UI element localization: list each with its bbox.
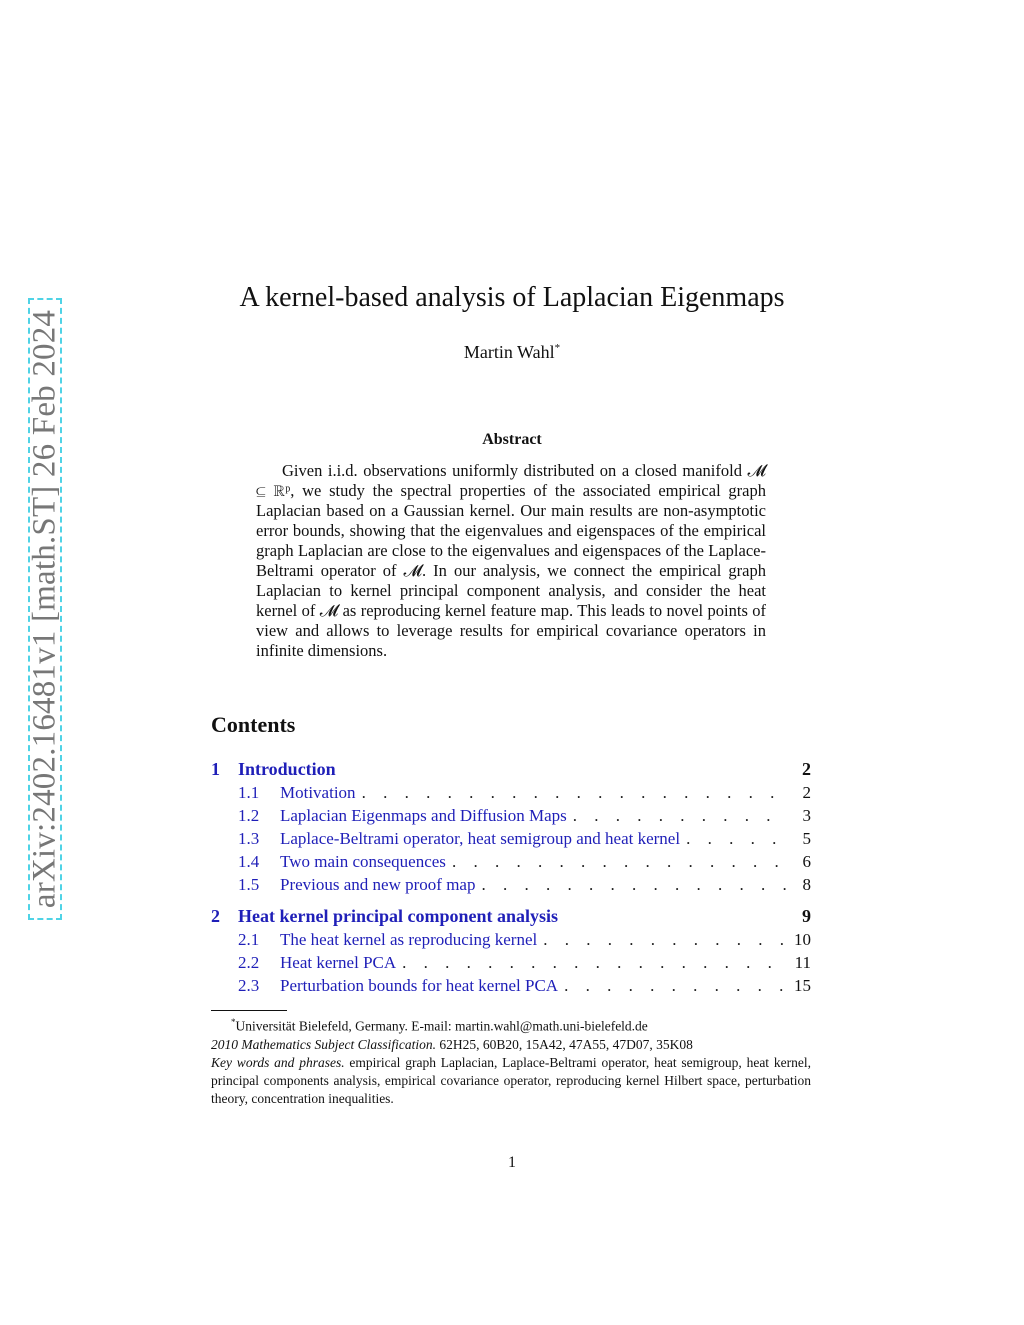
toc-subsection-title: Motivation	[280, 783, 356, 802]
toc-subsection-number: 1.3	[238, 829, 260, 848]
author-line	[0, 342, 1024, 363]
toc-page-number: 5	[802, 829, 811, 848]
toc-subsection-2-3[interactable]	[211, 974, 811, 997]
keywords-label: Key words and phrases.	[211, 1054, 345, 1070]
toc-subsection-number: 1.5	[238, 875, 260, 894]
toc-page-number: 2	[802, 783, 811, 802]
toc-dot-leader	[481, 873, 787, 896]
toc-subsection-2-1[interactable]	[211, 928, 811, 951]
toc-page-number: 9	[802, 906, 811, 926]
toc-section-number: 1	[211, 759, 220, 779]
toc-subsection-number: 1.2	[238, 806, 260, 825]
toc-section-title: Heat kernel principal component analysis	[238, 906, 559, 926]
toc-subsection-number: 2.2	[238, 953, 260, 972]
toc-subsection-1-2[interactable]	[211, 804, 811, 827]
affiliation-text[interactable]: Universität Bielefeld, Germany. E-mail: martin.wahl@math.uni-bielefeld.de	[235, 1018, 648, 1034]
toc-subsection-title: Laplacian Eigenmaps and Diffusion Maps	[280, 806, 567, 825]
toc-dot-leader	[573, 804, 787, 827]
toc-subsection-number: 2.3	[238, 976, 260, 995]
paper-title: A kernel-based analysis of Laplacian Eigenmaps	[239, 282, 785, 313]
footnotes	[211, 1013, 811, 1108]
toc-subsection-number: 2.1	[238, 930, 260, 949]
toc-subsection-title: Heat kernel PCA	[280, 953, 397, 972]
contents-heading: Contents	[211, 712, 296, 737]
msc-codes: 62H25, 60B20, 15A42, 47A55, 47D07, 35K08	[439, 1036, 693, 1052]
toc-section-1[interactable]	[211, 758, 811, 781]
author-name: Martin Wahl	[463, 342, 555, 362]
toc-dot-leader	[362, 781, 787, 804]
toc-dot-leader	[402, 951, 787, 974]
toc-subsection-number: 1.1	[238, 783, 260, 802]
toc-section-number: 2	[211, 906, 220, 926]
affiliation-footnote	[211, 1013, 811, 1036]
toc-subsection-title: The heat kernel as reproducing kernel	[280, 930, 538, 949]
toc-dot-leader	[686, 827, 787, 850]
keywords-footnote	[211, 1054, 811, 1108]
keywords-text: empirical graph Laplacian, Laplace-Beltrami operator, heat semigroup, heat kernel, principal components analysis, empirical covariance operator, reproducing kernel Hilbert space, perturbation theory, concentration inequalities.	[211, 1054, 811, 1106]
abstract-text: Given i.i.d. observations uniformly distributed on a closed manifold 𝓜 ⊆ ℝᵖ, we study the spectral properties of the associated empirical graph Laplacian based on a Gaussian kernel. Our main results are non-asymptotic error bounds, showing that the eigenvalues and eigenspaces of the empirical graph Laplacian are close to the eigenvalues and eigenspaces of the Laplace-Beltrami operator of 𝓜. In our analysis, we connect the empirical graph Laplacian to kernel principal component analysis, and consider the heat kernel of 𝓜 as reproducing kernel feature map. This leads to novel points of view and allows to leverage results for empirical covariance operators in infinite dimensions.	[256, 461, 766, 660]
toc-page-number: 15	[794, 976, 811, 995]
toc-page-number: 2	[802, 759, 811, 779]
toc-subsection-number: 1.4	[238, 852, 260, 871]
toc-page-number: 3	[802, 806, 811, 825]
toc-page-number: 10	[794, 930, 811, 949]
toc-subsection-title: Two main consequences	[280, 852, 446, 871]
arxiv-identifier[interactable]: arXiv:2402.16481v1 [math.ST] 26 Feb 2024	[26, 309, 63, 909]
toc-subsection-1-5[interactable]	[211, 873, 811, 896]
toc-subsection-title: Laplace-Beltrami operator, heat semigroup and heat kernel	[280, 829, 681, 848]
toc-subsection-2-2[interactable]	[211, 951, 811, 974]
msc-label: 2010 Mathematics Subject Classification.	[211, 1036, 436, 1052]
toc-page-number: 6	[802, 852, 811, 871]
toc-page-number: 11	[794, 953, 811, 972]
toc-page-number: 8	[802, 875, 811, 894]
table-of-contents	[211, 758, 811, 997]
toc-subsection-1-4[interactable]	[211, 850, 811, 873]
toc-section-2[interactable]	[211, 905, 811, 928]
msc-footnote	[211, 1036, 811, 1054]
toc-dot-leader	[452, 850, 787, 873]
toc-section-title: Introduction	[238, 759, 336, 779]
affiliation-footnote-mark: *	[231, 1017, 236, 1027]
abstract-heading: Abstract	[482, 431, 542, 448]
footnote-rule	[211, 1010, 287, 1011]
toc-subsection-1-3[interactable]	[211, 827, 811, 850]
author-footnote-mark[interactable]: *	[554, 342, 561, 354]
toc-dot-leader	[564, 974, 787, 997]
toc-subsection-1-1[interactable]	[211, 781, 811, 804]
page-number: 1	[508, 1154, 516, 1171]
toc-dot-leader	[543, 928, 787, 951]
toc-subsection-title: Perturbation bounds for heat kernel PCA	[280, 976, 559, 995]
toc-subsection-title: Previous and new proof map	[280, 875, 476, 894]
